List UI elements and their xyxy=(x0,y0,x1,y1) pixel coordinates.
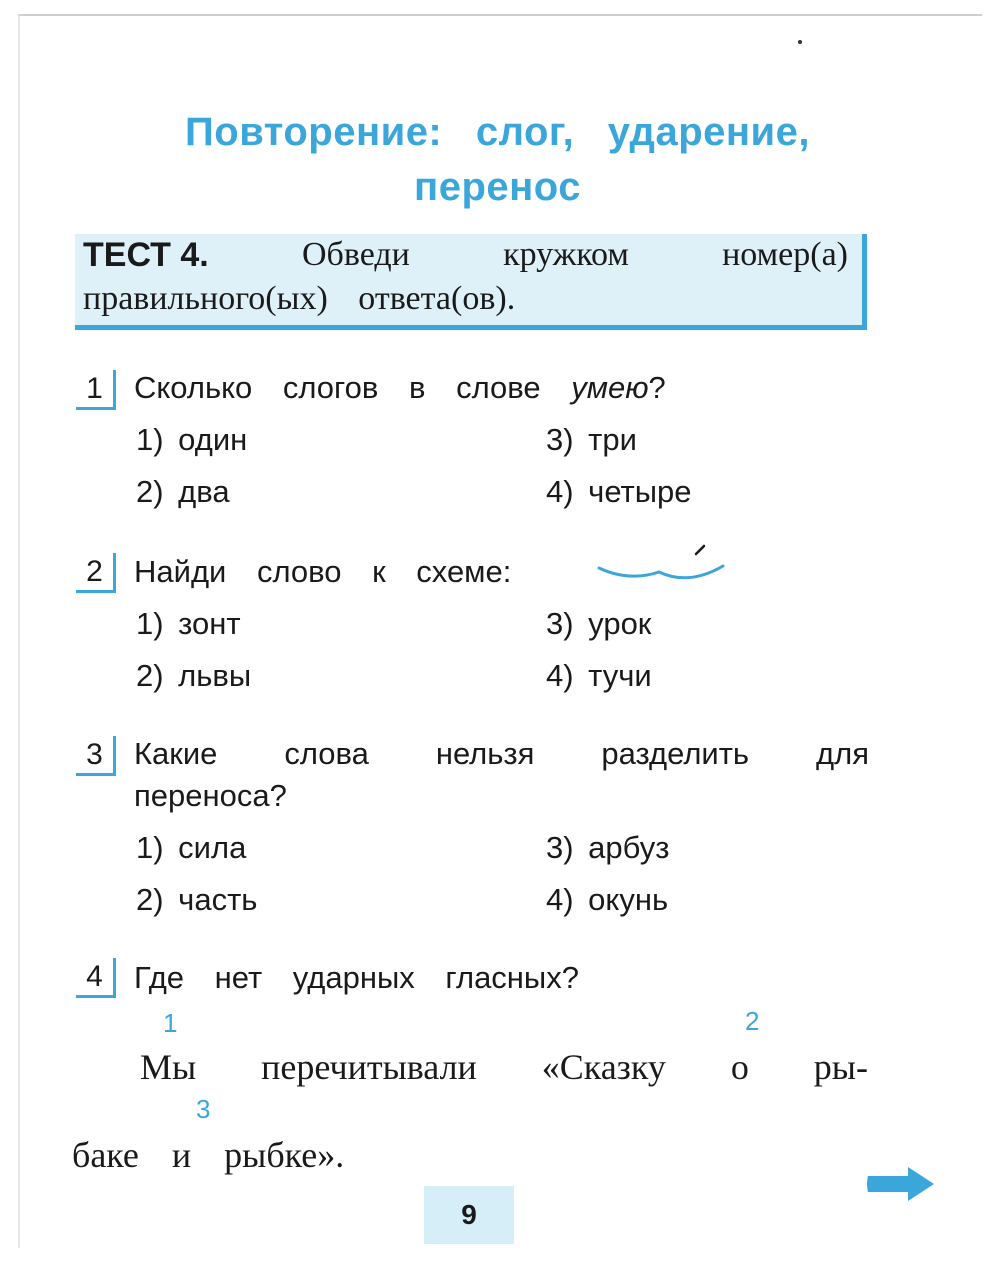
sentence-word: о xyxy=(730,1047,749,1087)
answer-option[interactable]: 4) окунь xyxy=(546,882,669,917)
question-number: 2 xyxy=(76,553,116,593)
test-word: кружком xyxy=(503,236,629,273)
question-text: Найди слово к схеме: xyxy=(134,554,512,589)
question-number: 4 xyxy=(76,958,116,998)
test-label: ТЕСТ 4. xyxy=(83,236,209,274)
question-number: 1 xyxy=(76,370,116,410)
page-title-line-2: перенос xyxy=(414,165,581,209)
sentence-line-2: баке и рыбке». xyxy=(72,1135,345,1175)
word-marker[interactable]: 2 xyxy=(745,1006,760,1036)
answer-option[interactable]: 3) арбуз xyxy=(546,830,670,865)
sentence-word: «Сказку xyxy=(541,1047,666,1087)
sentence-word: Мы xyxy=(140,1047,197,1087)
arrow-right-icon[interactable] xyxy=(866,1166,936,1202)
answer-option[interactable]: 2) часть xyxy=(136,882,258,917)
question-text xyxy=(134,370,666,406)
answer-option[interactable]: 3) три xyxy=(546,422,637,457)
question-word: разделить xyxy=(601,736,750,771)
sentence-word: перечитывали xyxy=(261,1047,477,1087)
answer-option[interactable]: 1) сила xyxy=(136,830,247,865)
question-word: слова xyxy=(284,736,369,771)
answer-option[interactable]: 1) один xyxy=(136,422,248,457)
test-word: номер(а) xyxy=(722,236,848,273)
test-instruction-box xyxy=(75,234,867,330)
test-instruction-line-2 xyxy=(83,280,848,318)
sentence-word: ры- xyxy=(813,1047,868,1087)
question-text-line-1 xyxy=(134,736,869,772)
test-word: Обведи xyxy=(301,236,410,273)
question-keyword: умею xyxy=(571,370,649,405)
answer-option[interactable]: 3) урок xyxy=(546,606,652,641)
question-text: Где нет ударных гласных? xyxy=(134,960,579,995)
speck xyxy=(798,40,802,44)
test-line-2-text: правильного(ых) ответа(ов). xyxy=(83,280,516,317)
answer-option[interactable]: 1) зонт xyxy=(136,606,241,641)
answer-option[interactable]: 4) четыре xyxy=(546,474,692,509)
question-number: 3 xyxy=(76,736,116,776)
question-text-line-2: переноса? xyxy=(134,778,287,813)
answer-option[interactable]: 2) львы xyxy=(136,658,252,693)
answer-option[interactable]: 2) два xyxy=(136,474,230,509)
question-word: Какие xyxy=(134,736,218,771)
stress-scheme-icon xyxy=(596,542,728,586)
question-word: для xyxy=(816,736,869,771)
question-text-prefix: Сколько слогов в слове xyxy=(134,370,541,405)
test-instruction-line-1 xyxy=(83,236,848,275)
word-marker[interactable]: 3 xyxy=(196,1094,211,1124)
question-mark: ? xyxy=(648,370,666,405)
page-number: 9 xyxy=(424,1186,514,1244)
word-marker[interactable]: 1 xyxy=(163,1008,178,1038)
answer-option[interactable]: 4) тучи xyxy=(546,658,652,693)
sentence-line-1 xyxy=(140,1046,868,1088)
question-word: нельзя xyxy=(435,736,535,771)
page-title-line-1: Повторение: слог, ударение, xyxy=(185,110,810,154)
